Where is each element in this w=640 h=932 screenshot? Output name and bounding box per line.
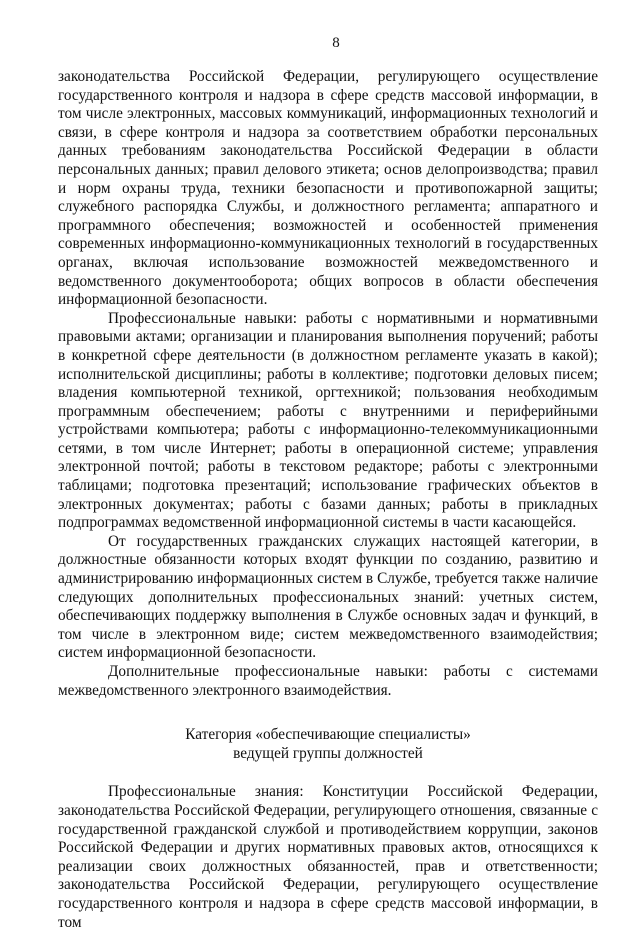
section-heading-line-2: ведущей группы должностей bbox=[233, 744, 423, 762]
paragraph-additional-skills: Дополнительные профессиональные навыки: работы с системами межведомственного электронного взаимодействия. bbox=[58, 663, 598, 699]
paragraph-professional-knowledge: Профессиональные знания: Конституции Российской Федерации, законодательства Российской Федерации, регулирующего отношения, связанные с государственной гражданской службой и противодействием коррупции, законов Российской Федерации и других нормативных правовых актов, относящихся к реализации своих должностных обязанностей, прав и ответственности; законодательства Российской Федерации, регулирующего осуществление государственного контроля и надзора в сфере средств массовой информации, в том bbox=[58, 783, 598, 931]
page-number: 8 bbox=[332, 35, 340, 51]
section-heading-line-1: Категория «обеспечивающие специалисты» bbox=[185, 726, 471, 744]
paragraph-professional-skills: Профессиональные навыки: работы с нормативными и нормативными правовыми актами; организации и планирования выполнения поручений; работы в конкретной сфере деятельности (в должностном регламенте указать в какой); исполнительской дисциплины; работы в коллективе; подготовки деловых писем; владения компьютерной техникой, оргтехникой; пользования необходимым программным обеспечением; работы с внутренними и периферийными устройствами компьютера; работы с информационно-телекоммуникационными сетями, в том числе Интернет; работы в операционной системе; управления электронной почтой; работы в текстовом редакторе; работы с электронными таблицами; подготовка презентаций; использование графических объектов в электронных документах; работы с базами данных; работы в прикладных подпрограммах ведомственной информационной системы в части касающейся. bbox=[58, 309, 598, 532]
paragraph-additional-knowledge: От государственных гражданских служащих настоящей категории, в должностные обязанности которых входят функции по созданию, развитию и администрированию информационных систем в Службе, требуется также наличие следующих дополнительных профессиональных знаний: учетных систем, обеспечивающих поддержку выполнения в Службе основных задач и функций, в том числе в электронном виде; систем межведомственного взаимодействия; систем информационной безопасности. bbox=[58, 532, 598, 662]
paragraph-knowledge-continuation: законодательства Российской Федерации, регулирующего осуществление государственного контроля и надзора в сфере средств массовой информации, в том числе электронных, массовых коммуникаций, информационных технологий и связи, в сфере контроля и надзора за соответствием обработки персональных данных требованиям законодательства Российской Федерации в области персональных данных; правил делового этикета; основ делопроизводства; правил и норм охраны труда, техники безопасности и противопожарной защиты; служебного распорядка Службы, и должностного регламента; аппаратного и программного обеспечения; возможностей и особенностей применения современных информационно-коммуникационных технологий в государственных органах, включая использование возможностей межведомственного и ведомственного документооборота; общих вопросов в области обеспечения информационной безопасности. bbox=[58, 68, 598, 309]
section-heading bbox=[58, 726, 598, 763]
